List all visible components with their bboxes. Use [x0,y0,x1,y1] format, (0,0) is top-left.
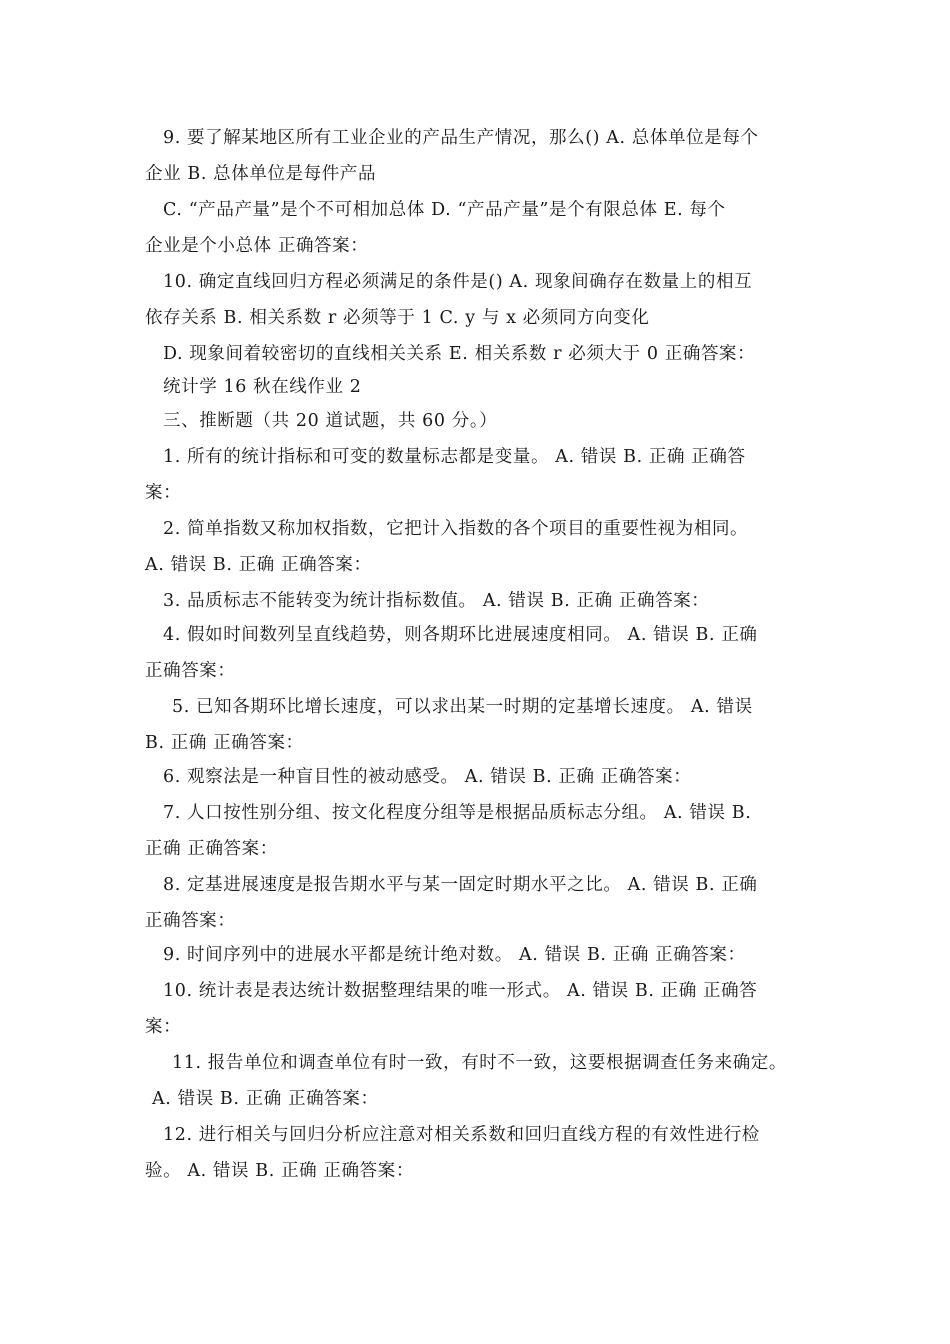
text-line: 3. 品质标志不能转变为统计指标数值。 A. 错误 B. 正确 正确答案： [163,591,710,611]
text-line: A. 错误 B. 正确 正确答案： [152,1089,379,1109]
text-line: 依存关系 B. 相关系数 r 必须等于 1 C. y 与 x 必须同方向变化 [145,308,650,328]
text-line: 企业是个小总体 正确答案： [145,236,369,256]
text-line: 9. 时间序列中的进展水平都是统计绝对数。 A. 错误 B. 正确 正确答案： [163,945,746,965]
text-line: 12. 进行相关与回归分析应注意对相关系数和回归直线方程的有效性进行检 [163,1125,760,1145]
text-line: 案： [145,1017,182,1037]
text-line: 10. 确定直线回归方程必须满足的条件是() A. 现象间确存在数量上的相互 [163,272,753,292]
text-line: 案： [145,483,182,503]
text-line: 正确 正确答案： [145,839,278,859]
text-line: 正确答案： [145,661,236,681]
text-line: A. 错误 B. 正确 正确答案： [145,555,372,575]
text-line: 10. 统计表是表达统计数据整理结果的唯一形式。 A. 错误 B. 正确 正确答 [163,981,758,1001]
section-heading: 三、推断题（共 20 道试题，共 60 分。） [163,411,498,431]
text-line: 11. 报告单位和调查单位有时一致，有时不一致，这要根据调查任务来确定。 [172,1053,787,1073]
text-line: 9. 要了解某地区所有工业企业的产品生产情况，那么() A. 总体单位是每个 [163,128,759,148]
text-line: D. 现象间着较密切的直线相关关系 E. 相关系数 r 必须大于 0 正确答案： [163,344,756,364]
text-line: 7. 人口按性别分组、按文化程度分组等是根据品质标志分组。 A. 错误 B. [163,803,752,823]
text-line: 验。 A. 错误 B. 正确 正确答案： [145,1161,414,1181]
text-line: C. “产品产量”是个不可相加总体 D. “产品产量”是个有限总体 E. 每个 [163,200,726,220]
section-heading: 统计学 16 秋在线作业 2 [163,377,362,397]
text-line: 正确答案： [145,911,236,931]
text-line: 5. 已知各期环比增长速度，可以求出某一时期的定基增长速度。 A. 错误 [172,697,753,717]
text-line: 企业 B. 总体单位是每件产品 [145,164,377,184]
text-line: 6. 观察法是一种盲目性的被动感受。 A. 错误 B. 正确 正确答案： [163,767,692,787]
text-line: 2. 简单指数又称加权指数，它把计入指数的各个项目的重要性视为相同。 [163,519,749,539]
text-line: B. 正确 正确答案： [145,733,304,753]
text-line: 4. 假如时间数列呈直线趋势，则各期环比进展速度相同。 A. 错误 B. 正确 [163,625,758,645]
text-line: 1. 所有的统计指标和可变的数量标志都是变量。 A. 错误 B. 正确 正确答 [163,447,746,467]
text-line: 8. 定基进展速度是报告期水平与某一固定时期水平之比。 A. 错误 B. 正确 [163,875,758,895]
